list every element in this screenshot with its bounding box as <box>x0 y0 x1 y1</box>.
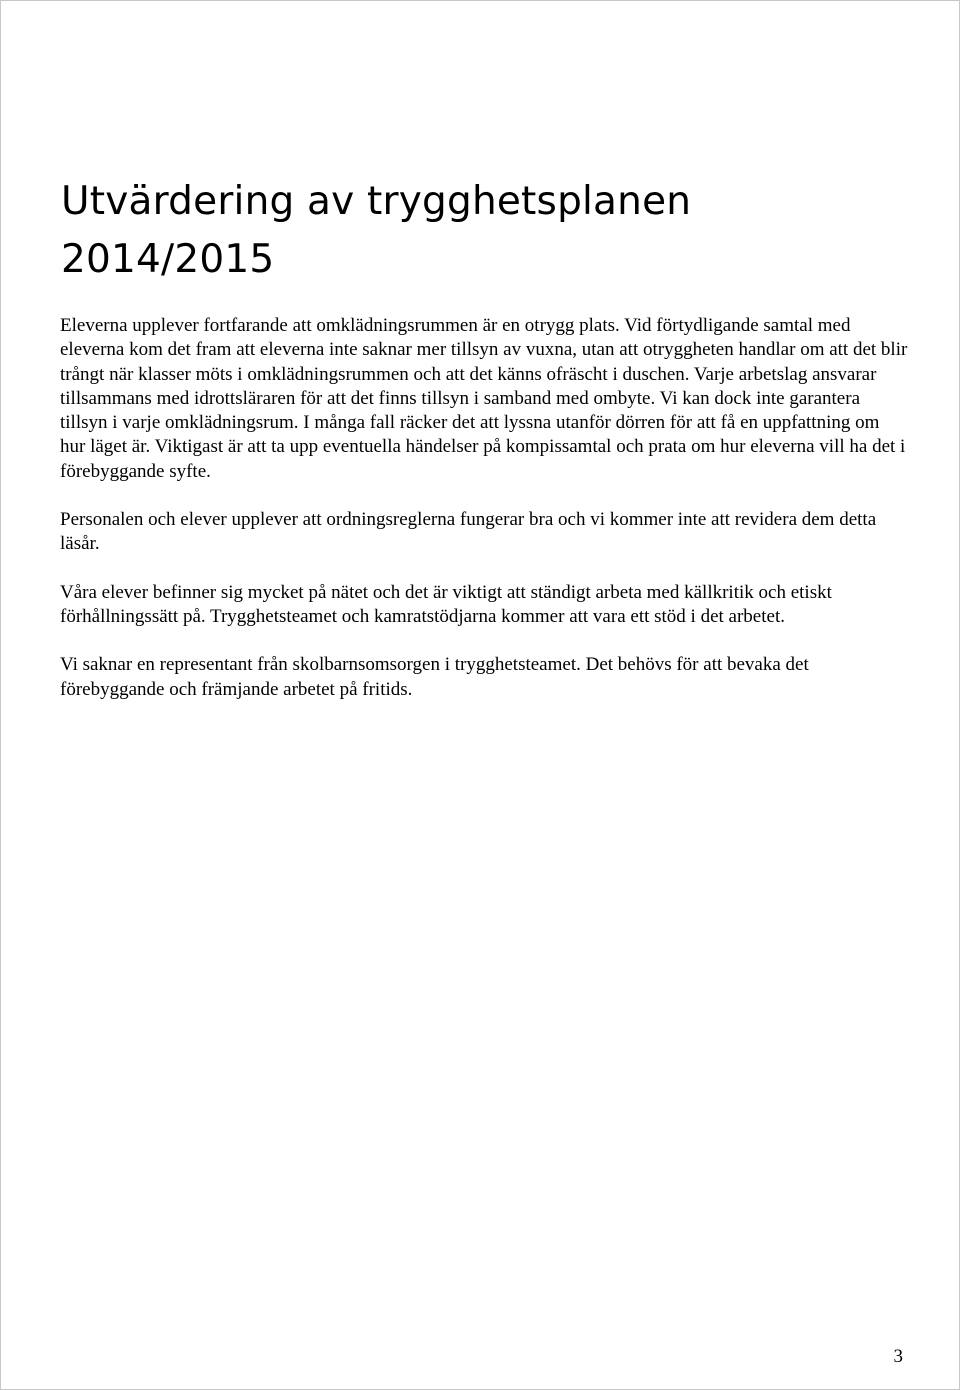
title-line-2: 2014/2015 <box>61 237 275 282</box>
paragraph-changing-rooms: Eleverna upplever fortfarande att omklädningsrummen är en otrygg plats. Vid förtydligande samtal med eleverna kom det fram att eleverna inte saknar mer tillsyn av vuxna, utan att otryggheten handlar om att det blir trångt när klasser möts i omklädningsrummen och att det känns ofräscht i duschen. Varje arbetslag ansvarar tillsammans med idrottsläraren för att det finns tillsyn i samband med ombyte. Vi kan dock inte garantera tillsyn i varje omklädningsrum. I många fall räcker det att lyssna utanför dörren för att få en uppfattning om hur läget är. Viktigast är att ta upp eventuella händelser på kompissamtal och prata om hur eleverna vill ha det i förebyggande syfte. <box>60 315 908 482</box>
document-body <box>60 314 908 726</box>
paragraph-internet: Våra elever befinner sig mycket på nätet och det är viktigt att ständigt arbeta med källkritik och etiskt förhållningssätt på. Trygghetsteamet och kamratstödjarna kommer att vara ett stöd i det arbetet. <box>60 581 832 627</box>
page-title <box>61 173 881 289</box>
paragraph-rules: Personalen och elever upplever att ordningsreglerna fungerar bra och vi kommer inte att revidera dem detta läsår. <box>60 509 877 555</box>
page-number: 3 <box>893 1346 903 1367</box>
title-line-1: Utvärdering av trygghetsplanen <box>61 179 692 224</box>
paragraph-representative: Vi saknar en representant från skolbarnsomsorgen i trygghetsteamet. Det behövs för att bevaka det förebyggande och främjande arbetet på fritids. <box>60 654 809 700</box>
